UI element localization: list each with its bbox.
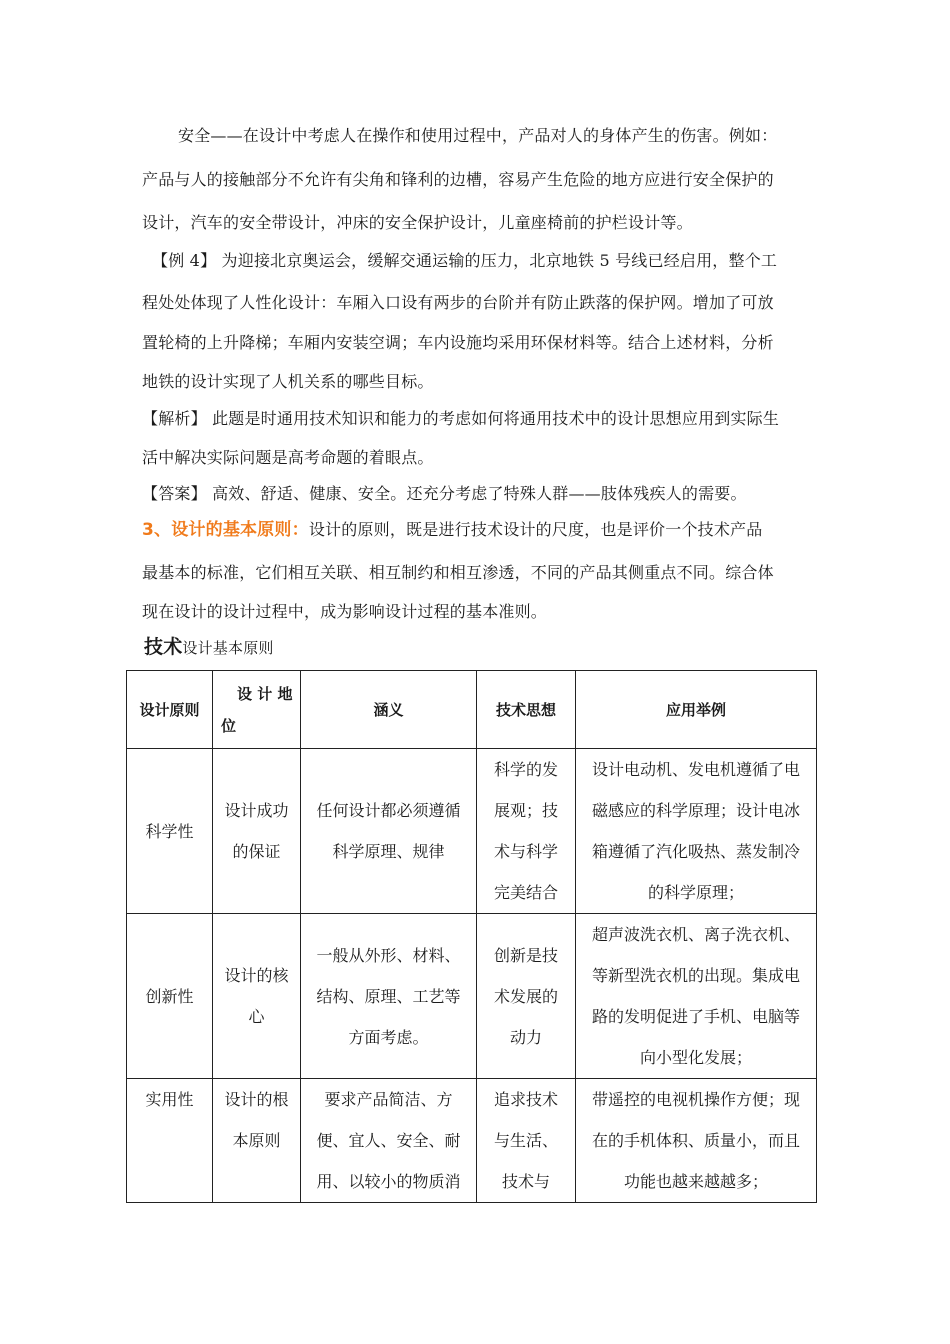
cell-text: 任何设计都必须遵循 [316, 801, 461, 820]
table-title [144, 637, 274, 658]
safety-line-2: 产品与人的接触部分不允许有尖角和锋利的边槽，容易产生危险的地方应进行安全保护的 [142, 170, 774, 189]
cell-text: 展观；技 [493, 801, 558, 820]
cell-thought [477, 1079, 576, 1203]
table-title-big: 技术 [144, 636, 183, 658]
analysis-line-1: 【解析】 此题是时通用技术知识和能力的考虑如何将通用技术中的设计思想应用到实际生 [142, 409, 780, 428]
cell-position [213, 1079, 301, 1203]
cell-text: 术发展的 [493, 986, 558, 1006]
cell-examples [576, 1079, 817, 1203]
cell-text: 用、以较小的物质消 [316, 1172, 461, 1191]
cell-text: 磁感应的科学原理；设计电冰 [591, 801, 800, 820]
safety-line-3: 设计，汽车的安全带设计，冲床的安全保护设计，儿童座椅前的护栏设计等。 [142, 213, 693, 232]
header-thought: 技术思想 [477, 671, 576, 749]
cell-position [213, 914, 301, 1079]
cell-text: 设计的根 [224, 1090, 289, 1109]
table-header-row [127, 671, 817, 749]
table-title-small: 设计基本原则 [182, 639, 274, 657]
cell-text: 心 [248, 1007, 265, 1026]
cell-text: 功能也越来越越多； [623, 1172, 768, 1191]
header-position-line-1: 设 计 地 [237, 684, 293, 703]
principles-intro-line-3: 现在设计的设计过程中，成为影响设计过程的基本准则。 [142, 602, 548, 621]
cell-text: 的保证 [232, 842, 281, 861]
principles-intro-text: 设计的原则，既是进行技术设计的尺度，也是评价一个技术产品 [308, 520, 763, 539]
header-meaning: 涵义 [301, 671, 477, 749]
cell-meaning [301, 914, 477, 1079]
analysis-line-2: 活中解决实际问题是高考命题的着眼点。 [142, 448, 434, 467]
cell-text: 的科学原理； [647, 883, 744, 902]
cell-text: 创新是技 [493, 945, 558, 965]
cell-text: 科学性 [145, 821, 194, 841]
table-row [127, 1079, 817, 1203]
cell-text: 技术与 [501, 1172, 550, 1191]
header-principle: 设计原则 [127, 671, 213, 749]
cell-text: 完美结合 [493, 883, 558, 902]
example4-line-4: 地铁的设计实现了人机关系的哪些目标。 [142, 372, 434, 391]
cell-text: 在的手机体积、质量小，而且 [591, 1131, 800, 1150]
cell-examples [576, 914, 817, 1079]
cell-principle [127, 1079, 213, 1203]
cell-text: 带遥控的电视机操作方便；现 [591, 1090, 800, 1109]
cell-thought [477, 749, 576, 914]
safety-line-1: 安全——在设计中考虑人在操作和使用过程中，产品对人的身体产生的伤害。例如： [178, 126, 778, 145]
principles-intro-line-2: 最基本的标准，它们相互关联、相互制约和相互渗透，不同的产品其侧重点不同。综合体 [142, 563, 774, 582]
cell-examples [576, 749, 817, 914]
cell-text: 科学原理、规律 [332, 842, 445, 861]
table-row [127, 914, 817, 1079]
example4-line-2: 程处处体现了人性化设计：车厢入口设有两步的台阶并有防止跌落的保护网。增加了可放 [142, 293, 774, 312]
cell-text: 便、宜人、安全、耐 [316, 1131, 461, 1150]
cell-text: 设计的核 [224, 966, 289, 985]
cell-principle [127, 914, 213, 1079]
cell-text: 科学的发 [493, 760, 558, 779]
cell-text: 方面考虑。 [348, 1027, 429, 1047]
cell-meaning [301, 749, 477, 914]
cell-position [213, 749, 301, 914]
cell-text: 设计成功 [224, 801, 289, 820]
cell-text: 向小型化发展； [639, 1048, 752, 1067]
cell-text: 追求技术 [493, 1090, 558, 1109]
cell-text: 与生活、 [493, 1131, 558, 1150]
principles-heading: 3、设计的基本原则： [142, 520, 309, 540]
cell-text: 路的发明促进了手机、电脑等 [591, 1007, 800, 1026]
principles-table [126, 670, 817, 1203]
principles-intro-line-1 [142, 520, 762, 540]
example4-line-1: 【例 4】 为迎接北京奥运会，缓解交通运输的压力，北京地铁 5 号线已经启用，整个工 [152, 251, 778, 270]
cell-text: 一般从外形、材料、 [316, 945, 461, 965]
cell-meaning [301, 1079, 477, 1203]
header-position-line-2: 位 [221, 716, 237, 735]
cell-text: 超声波洗衣机、离子洗衣机、 [591, 925, 800, 944]
cell-principle [127, 749, 213, 914]
cell-text: 实用性 [145, 1090, 194, 1109]
example4-line-3: 置轮椅的上升降梯；车厢内安装空调；车内设施均采用环保材料等。结合上述材料，分析 [142, 333, 774, 352]
header-position [213, 671, 301, 749]
cell-text: 创新性 [145, 986, 194, 1006]
table-row [127, 749, 817, 914]
header-examples: 应用举例 [576, 671, 817, 749]
cell-text: 动力 [509, 1027, 542, 1047]
cell-text: 设计电动机、发电机遵循了电 [591, 760, 800, 779]
cell-text: 要求产品简洁、方 [324, 1090, 453, 1109]
cell-text: 等新型洗衣机的出现。集成电 [591, 966, 800, 985]
answer-line: 【答案】 高效、舒适、健康、安全。还充分考虑了特殊人群——肢体残疾人的需要。 [142, 484, 747, 503]
cell-text: 术与科学 [493, 842, 558, 861]
cell-thought [477, 914, 576, 1079]
cell-text: 本原则 [232, 1131, 281, 1150]
cell-text: 箱遵循了汽化吸热、蒸发制冷 [591, 842, 800, 861]
cell-text: 结构、原理、工艺等 [316, 986, 461, 1006]
